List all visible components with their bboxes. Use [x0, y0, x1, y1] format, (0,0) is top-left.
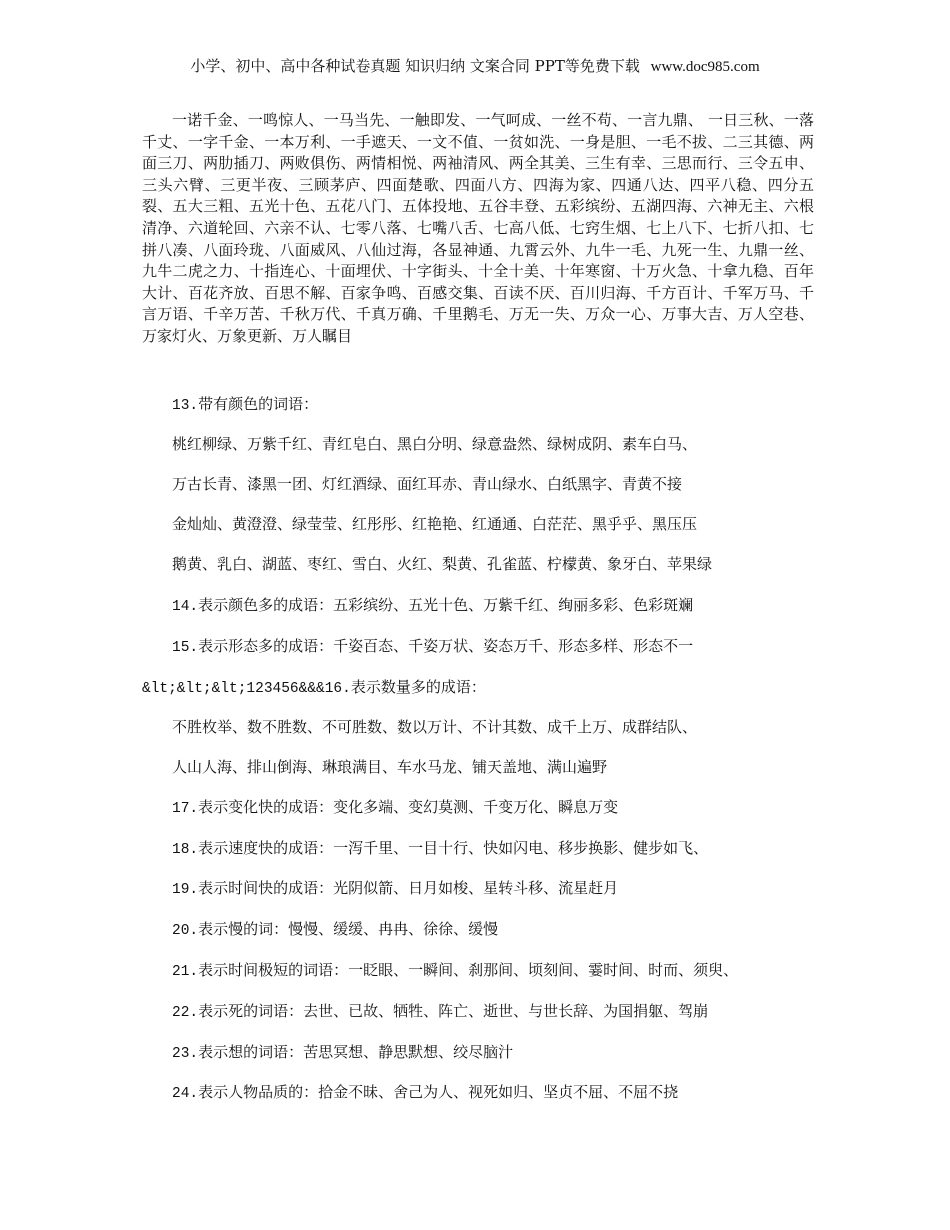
- line-text: 表示变化快的成语：变化多端、变幻莫测、千变万化、瞬息万变: [198, 798, 619, 816]
- line-colors-2: [172, 474, 682, 496]
- line-13: [172, 394, 318, 416]
- line-text: 表示死的词语：去世、已故、牺牲、阵亡、逝世、与世长辞、为国捐躯、驾崩: [198, 1002, 709, 1020]
- page-header: [0, 55, 950, 76]
- line-text: 表示数量多的成语：: [350, 678, 486, 696]
- line-quantity-1: [172, 717, 697, 739]
- item-number: &lt;&lt;&lt;123456&&&16.: [142, 681, 351, 697]
- item-number: 18.: [172, 842, 199, 858]
- item-number: 15.: [172, 640, 199, 656]
- line-20: [172, 919, 498, 941]
- item-number: 13.: [172, 398, 199, 414]
- item-number: 20.: [172, 923, 199, 939]
- line-18: [172, 838, 708, 860]
- line-text: 表示速度快的成语：一泻千里、一目十行、快如闪电、移步换影、健步如飞、: [198, 839, 709, 857]
- line-23: [172, 1042, 513, 1064]
- line-14: [172, 595, 693, 617]
- line-15: [172, 636, 693, 658]
- item-number: 17.: [172, 801, 199, 817]
- line-text: 桃红柳绿、万紫千红、青红皂白、黑白分明、绿意盎然、绿树成阴、素车白马、: [172, 435, 698, 453]
- line-text: 表示时间快的成语：光阴似箭、日月如梭、星转斗移、流星赶月: [198, 879, 619, 897]
- line-colors-3: [172, 514, 697, 536]
- line-colors-4: [172, 554, 712, 576]
- line-16: [142, 677, 486, 699]
- line-text: 表示人物品质的：拾金不昧、舍己为人、视死如归、坚贞不屈、不屈不挠: [198, 1083, 679, 1101]
- line-22: [172, 1001, 708, 1023]
- line-text: 带有颜色的词语：: [198, 395, 319, 413]
- item-number: 24.: [172, 1086, 199, 1102]
- item-number: 14.: [172, 599, 199, 615]
- item-number: 22.: [172, 1005, 199, 1021]
- line-text: 不胜枚举、数不胜数、不可胜数、数以万计、不计其数、成千上万、成群结队、: [172, 718, 698, 736]
- line-text: 表示慢的词：慢慢、缓缓、冉冉、徐徐、缓慢: [198, 920, 499, 938]
- line-quantity-2: [172, 757, 607, 779]
- line-text: 表示形态多的成语：千姿百态、千姿万状、姿态万千、形态多样、形态不一: [198, 637, 694, 655]
- item-number: 19.: [172, 882, 199, 898]
- header-title: 小学、初中、高中各种试卷真题 知识归纳 文案合同 PPT等免费下载: [190, 57, 640, 75]
- line-text: 万古长青、漆黑一团、灯红酒绿、面红耳赤、青山绿水、白纸黑字、青黄不接: [172, 475, 683, 493]
- line-text: 表示颜色多的成语：五彩缤纷、五光十色、万紫千红、绚丽多彩、色彩斑斓: [198, 596, 694, 614]
- line-21: [172, 960, 738, 982]
- header-site-url: www.doc985.com: [650, 59, 760, 75]
- line-19: [172, 878, 618, 900]
- line-colors-1: [172, 434, 697, 456]
- line-24: [172, 1082, 678, 1104]
- line-text: 表示想的词语：苦思冥想、静思默想、绞尽脑汁: [198, 1043, 514, 1061]
- line-17: [172, 797, 618, 819]
- line-text: 鹅黄、乳白、湖蓝、枣红、雪白、火红、梨黄、孔雀蓝、柠檬黄、象牙白、苹果绿: [172, 555, 713, 573]
- idiom-paragraph: 一诺千金、一鸣惊人、一马当先、一触即发、一气呵成、一丝不苟、一言九鼎、 一日三秋、一落千丈、一字千金、一本万利、一手遮天、一文不值、一贫如洗、一身是胆、一毛不拔、二三其德、两面三刀、两肋插刀、两败俱伤、两情相悦、两袖清风、两全其美、三生有幸、三思而行、三令五申、三头六臂、三更半夜、三顾茅庐、四面楚歌、四面八方、四海为家、四通八达、四平八稳、四分五裂、五大三粗、五光十色、五花八门、五体投地、五谷丰登、五彩缤纷、五湖四海、六神无主、六根清净、六道轮回、六亲不认、七零八落、七嘴八舌、七高八低、七窍生烟、七上八下、七折八扣、七拼八凑、八面玲珑、八面威风、八仙过海，各显神通、九霄云外、九牛一毛、九死一生、九鼎一丝、九牛二虎之力、十指连心、十面埋伏、十字街头、十全十美、十年寒窗、十万火急、十拿九稳、百年大计、百花齐放、百思不解、百家争鸣、百感交集、百读不厌、百川归海、千方百计、千军万马、千言万语、千辛万苦、千秋万代、千真万确、千里鹅毛、万无一失、万众一心、万事大吉、万人空巷、万家灯火、万象更新、万人瞩目: [142, 111, 814, 345]
- line-text: 表示时间极短的词语：一眨眼、一瞬间、刹那间、顷刻间、霎时间、时而、须臾、: [198, 961, 739, 979]
- item-number: 21.: [172, 964, 199, 980]
- item-number: 23.: [172, 1046, 199, 1062]
- line-text: 金灿灿、黄澄澄、绿莹莹、红彤彤、红艳艳、红通通、白茫茫、黑乎乎、黑压压: [172, 515, 698, 533]
- line-text: 人山人海、排山倒海、琳琅满目、车水马龙、铺天盖地、满山遍野: [172, 758, 608, 776]
